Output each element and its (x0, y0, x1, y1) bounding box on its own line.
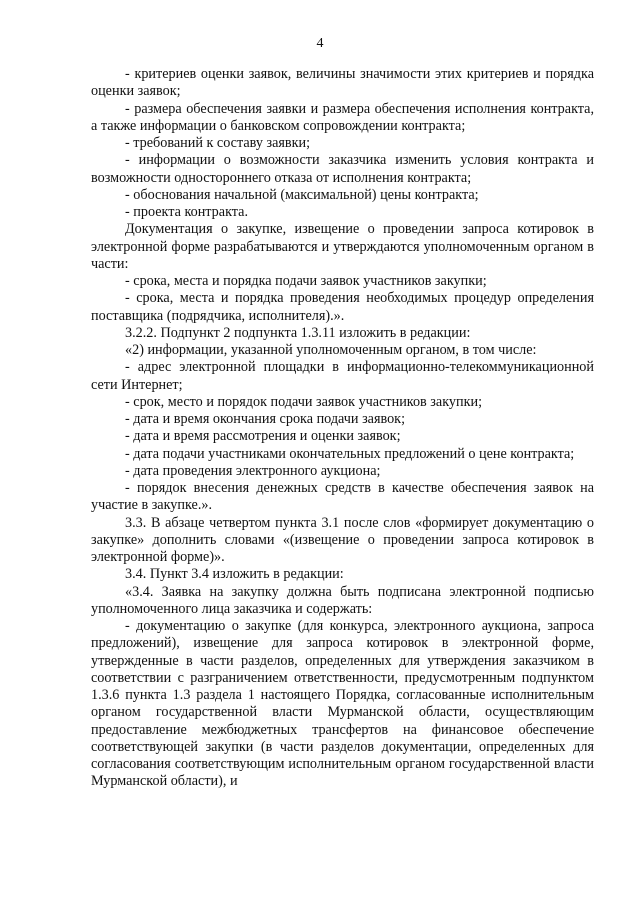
paragraph: - порядок внесения денежных средств в качестве обеспечения заявок на участие в закупке.». (91, 480, 594, 514)
paragraph: - срока, места и порядка подачи заявок участников закупки; (125, 273, 487, 289)
paragraph: - срок, место и порядок подачи заявок участников закупки; (125, 393, 483, 410)
paragraph: - дата и время рассмотрения и оценки заявок; (125, 428, 401, 445)
paragraph: - дата и время окончания срока подачи заявок; (125, 411, 406, 427)
paragraph: 3.2.2. Подпункт 2 подпункта 1.3.11 изложить в редакции: (125, 324, 471, 341)
paragraph: - документацию о закупке (для конкурса, электронного аукциона, запроса предложений), извещение для запроса котировок в электронной форме, утвержденные в части разделов, определенных для утверждения заказчиком в соответствии с разграничением ответственности, предусмотренным подпунктом 1.3.6 пункта 1.3 раздела 1 настоящего Порядка, согласованные исполнительным органом государственной власти Мурманской области, осуществляющим предоставление межбюджетных трансфертов на финансовое обеспечение соответствующей закупки (в части разделов документации, определенных для согласования соответствующим исполнительным органом государственной власти Мурманской области), и (91, 618, 594, 790)
page-number: 4 (316, 36, 324, 51)
paragraph: 3.3. В абзаце четвертом пункта 3.1 после слов «формирует документацию о закупке» дополнить словами «(извещение о проведении запроса котировок в электронной форме)». (91, 514, 594, 565)
paragraph: 3.4. Пункт 3.4 изложить в редакции: (125, 566, 344, 583)
paragraph: - дата подачи участниками окончательных предложений о цене контракта; (125, 445, 575, 462)
paragraph: - требований к составу заявки; (125, 135, 311, 151)
paragraph: «3.4. Заявка на закупку должна быть подписана электронной подписью уполномоченного лица заказчика и содержать: (91, 583, 594, 617)
paragraph: «2) информации, указанной уполномоченным органом, в том числе: (125, 342, 537, 358)
paragraph: - информации о возможности заказчика изменить условия контракта и возможности одностороннего отказа от исполнения контракта; (91, 152, 594, 186)
paragraph: - проекта контракта. (125, 204, 248, 220)
paragraph: - адрес электронной площадки в информационно-телекоммуникационной сети Интернет; (91, 359, 594, 393)
paragraph: - дата проведения электронного аукциона; (125, 462, 381, 479)
paragraph: - критериев оценки заявок, величины значимости этих критериев и порядка оценки заявок; (91, 66, 594, 100)
paragraph: Документация о закупке, извещение о проведении запроса котировок в электронной форме разрабатываются и утверждаются уполномоченным органом в части: (91, 221, 594, 272)
paragraph: - размера обеспечения заявки и размера обеспечения исполнения контракта, а также информации о банковском сопровождении контракта; (91, 100, 594, 134)
paragraph: - обоснования начальной (максимальной) цены контракта; (125, 186, 479, 203)
document-body (91, 66, 594, 791)
paragraph: - срока, места и порядка проведения необходимых процедур определения поставщика (подрядчика, исполнителя).». (91, 290, 594, 324)
